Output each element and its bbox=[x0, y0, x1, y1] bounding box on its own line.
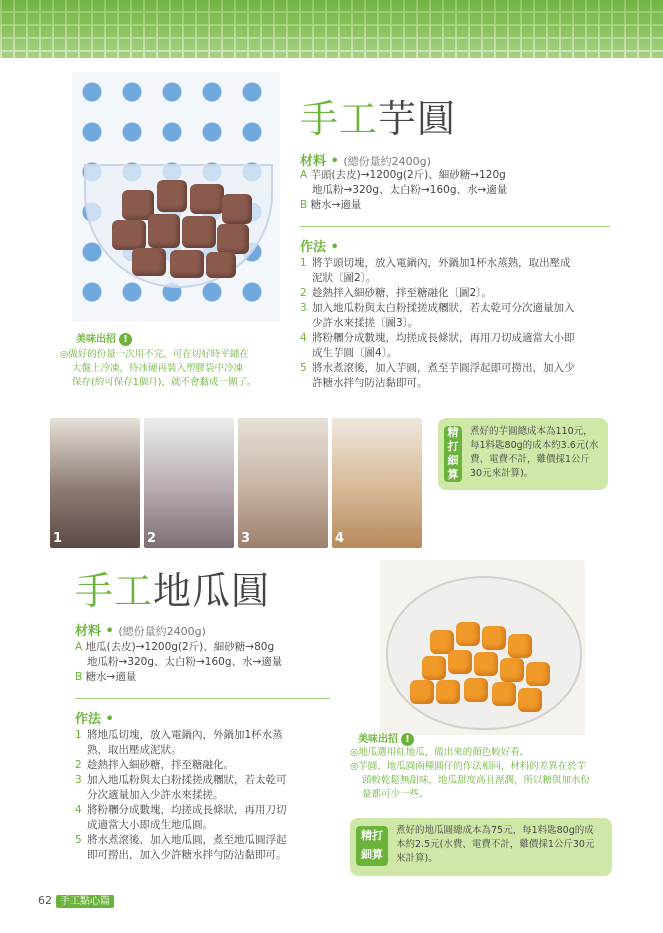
ingredients-note: (總份量約2400g) bbox=[343, 155, 431, 168]
step-line: 將粉糰分成數塊，均搓成長條狀，再用刀切 bbox=[87, 804, 287, 816]
ingredient-text: 糖水→適量 bbox=[85, 671, 137, 683]
recipe1-title-green: 手工 bbox=[300, 97, 379, 141]
recipe1-cost-box bbox=[438, 418, 608, 490]
sweet-potato-balls-photo bbox=[380, 560, 585, 735]
cost-line: 本約2.5元(水費、電費不計，雞價採1公斤30元 bbox=[396, 839, 595, 850]
recipe2-steps bbox=[75, 728, 345, 863]
ingredient-line bbox=[300, 168, 620, 183]
method-label-text: 作法 bbox=[300, 240, 327, 255]
cost-line: 來計算)。 bbox=[396, 853, 438, 864]
step-item bbox=[300, 331, 618, 361]
step-number: 1 bbox=[300, 257, 307, 269]
recipe1-method-label: 作法 • bbox=[300, 240, 339, 255]
ingredient-letter: A bbox=[300, 169, 308, 181]
step-number: 4 bbox=[75, 804, 82, 816]
cost-text bbox=[470, 425, 604, 481]
step-item bbox=[75, 758, 345, 773]
recipe2-ingredients-label: 材料 • (總份量約2400g) bbox=[75, 624, 206, 639]
recipe2-ingredients-list bbox=[75, 640, 345, 685]
tip-title-text: 美味出招 bbox=[76, 334, 116, 345]
step-number: 5 bbox=[75, 834, 82, 846]
ingredient-line bbox=[75, 655, 345, 670]
ingredient-text: 地瓜粉→320g、太白粉→160g、水→適量 bbox=[312, 184, 508, 196]
step-item bbox=[300, 286, 618, 301]
cost-line: 費、電費不計，雞價採1公斤 bbox=[470, 454, 591, 465]
step-item bbox=[300, 256, 618, 286]
recipe1-tip-text bbox=[60, 348, 290, 390]
step-number: 2 bbox=[300, 287, 307, 299]
ingredient-text: 糖水→適量 bbox=[310, 199, 362, 211]
recipe1-ingredients-label: 材料 • (總份量約2400g) bbox=[300, 154, 431, 169]
method-label-text: 作法 bbox=[75, 712, 102, 727]
step-number: 3 bbox=[75, 774, 82, 786]
step-item bbox=[75, 773, 345, 803]
step-line: 成生芋圓〔圖4〕。 bbox=[312, 347, 398, 359]
step-item bbox=[300, 361, 618, 391]
recipe2-method-label: 作法 • bbox=[75, 712, 114, 727]
step-photo-number: 4 bbox=[335, 531, 345, 546]
recipe2-tip-title bbox=[358, 730, 414, 746]
step-line: 將地瓜切塊，放入電鍋內，外鍋加1杯水蒸 bbox=[87, 729, 283, 741]
step-line: 趁熱拌入細砂糖，拌至糖融化〔圖2〕。 bbox=[312, 287, 492, 299]
tip-line: 頭較乾鬆無甜味，地瓜甜度高且溼潤，所以糖與加水份 bbox=[362, 775, 591, 786]
step-photo-3 bbox=[238, 418, 328, 548]
recipe1-steps bbox=[300, 256, 618, 391]
step-photo-1 bbox=[50, 418, 140, 548]
tip-line: 保存(約可保存1個月)，就不會黏成一團了。 bbox=[72, 377, 257, 388]
recipe1-tip-title bbox=[76, 330, 132, 346]
cost-label: 精打細算 bbox=[356, 826, 388, 866]
step-item bbox=[300, 301, 618, 331]
step-number: 4 bbox=[300, 332, 307, 344]
ingredients-label-text: 材料 bbox=[75, 624, 102, 639]
step-photo-2 bbox=[144, 418, 234, 548]
step-number: 3 bbox=[300, 302, 307, 314]
page-footer bbox=[38, 892, 114, 907]
step-line: 即可撈出，加入少許糖水拌勻防沾黏即可。 bbox=[87, 849, 287, 861]
ingredients-label-text: 材料 bbox=[300, 154, 327, 169]
header-band bbox=[0, 0, 663, 58]
ingredient-text: 地瓜(去皮)→1200g(2斤)、細砂糖→80g bbox=[85, 641, 275, 653]
tip-title-text: 美味出招 bbox=[358, 734, 398, 745]
step-number: 5 bbox=[300, 362, 307, 374]
step-number: 1 bbox=[75, 729, 82, 741]
step-line: 將粉糰分成數塊，均搓成長條狀，再用刀切成適當大小即 bbox=[312, 332, 575, 344]
recipe1-ingredients-list bbox=[300, 168, 620, 213]
ingredient-line bbox=[300, 183, 620, 198]
ingredients-note: (總份量約2400g) bbox=[118, 625, 206, 638]
tip-line: 大盤上冷凍，待冰硬再裝入塑膠袋中冷凍 bbox=[72, 363, 244, 374]
ingredient-line bbox=[75, 670, 345, 685]
step-line: 將水煮滾後，加入芋圓，煮至芋圓浮起即可撈出，加入少 bbox=[312, 362, 575, 374]
book-section: 手工點心篇 bbox=[56, 895, 114, 908]
exclamation-icon: ! bbox=[119, 333, 132, 346]
step-line: 將水煮滾後，加入地瓜圓，煮至地瓜圓浮起 bbox=[87, 834, 287, 846]
cost-text bbox=[396, 824, 608, 866]
step-line: 趁熱拌入細砂糖，拌至糖融化。 bbox=[87, 759, 234, 771]
ingredient-line bbox=[300, 198, 620, 213]
step-line: 許糖水拌勻防沾黏即可。 bbox=[312, 377, 428, 389]
divider bbox=[300, 226, 610, 227]
tip-line: ◎做好的份量一次用不完，可在切好時平鋪在 bbox=[60, 349, 249, 360]
ingredient-letter: B bbox=[75, 671, 83, 683]
recipe2-title bbox=[75, 569, 271, 613]
step-item bbox=[75, 833, 345, 863]
recipe2-cost-box bbox=[350, 818, 612, 876]
cost-line: 30元來計算)。 bbox=[470, 468, 534, 479]
ingredient-letter: B bbox=[300, 199, 308, 211]
recipe2-title-green: 手工 bbox=[75, 569, 154, 613]
step-photo-number: 2 bbox=[147, 531, 157, 546]
step-line: 成適當大小即成生地瓜圓。 bbox=[87, 819, 213, 831]
ingredient-text: 芋頭(去皮)→1200g(2斤)、細砂糖→120g bbox=[310, 169, 506, 181]
cost-line: 煮好的芋圓總成本為110元， bbox=[470, 426, 593, 437]
tip-line: 量都可少一些。 bbox=[362, 789, 429, 800]
step-line: 將芋頭切塊，放入電鍋內，外鍋加1杯水蒸熟，取出壓成 bbox=[312, 257, 571, 269]
step-photo-number: 3 bbox=[241, 531, 251, 546]
step-photo-number: 1 bbox=[53, 531, 63, 546]
ingredient-text: 地瓜粉→320g、太白粉→160g、水→適量 bbox=[87, 656, 283, 668]
step-line: 熟，取出壓成泥狀。 bbox=[87, 744, 182, 756]
recipe1-title-dark: 芋圓 bbox=[378, 97, 457, 141]
ingredient-line bbox=[75, 640, 345, 655]
divider bbox=[75, 698, 330, 699]
tip-line: ◎芋圓、地瓜圓兩種圓仔的作法相同，材料的差異在於芋 bbox=[350, 761, 587, 772]
step-item bbox=[75, 803, 345, 833]
ingredient-letter: A bbox=[75, 641, 83, 653]
step-photo-4 bbox=[332, 418, 422, 548]
recipe1-title bbox=[300, 97, 457, 141]
recipe2-title-dark: 地瓜圓 bbox=[153, 569, 271, 613]
step-line: 加入地瓜粉與太白粉揉搓成糰狀，若太乾可 bbox=[87, 774, 287, 786]
taro-balls-photo bbox=[72, 72, 280, 322]
step-number: 2 bbox=[75, 759, 82, 771]
step-line: 加入地瓜粉與太白粉揉搓成糰狀，若太乾可分次適量加入 bbox=[312, 302, 575, 314]
cost-line: 煮好的地瓜圓總成本為75元，每1料匙80g的成 bbox=[396, 825, 594, 836]
step-line: 少許水來揉搓〔圖3〕。 bbox=[312, 317, 419, 329]
cost-label: 精打細算 bbox=[444, 426, 462, 482]
tip-line: ◎地瓜選用紅地瓜，做出來的顏色較好看。 bbox=[350, 747, 530, 758]
exclamation-icon: ! bbox=[401, 733, 414, 746]
cost-line: 每1料匙80g的成本約3.6元(水 bbox=[470, 440, 599, 451]
page-number: 62 bbox=[38, 894, 52, 907]
step-line: 分次適量加入少許水來揉搓。 bbox=[87, 789, 224, 801]
step-line: 泥狀〔圖2〕。 bbox=[312, 272, 377, 284]
recipe2-tip-text bbox=[350, 746, 615, 802]
step-item bbox=[75, 728, 345, 758]
